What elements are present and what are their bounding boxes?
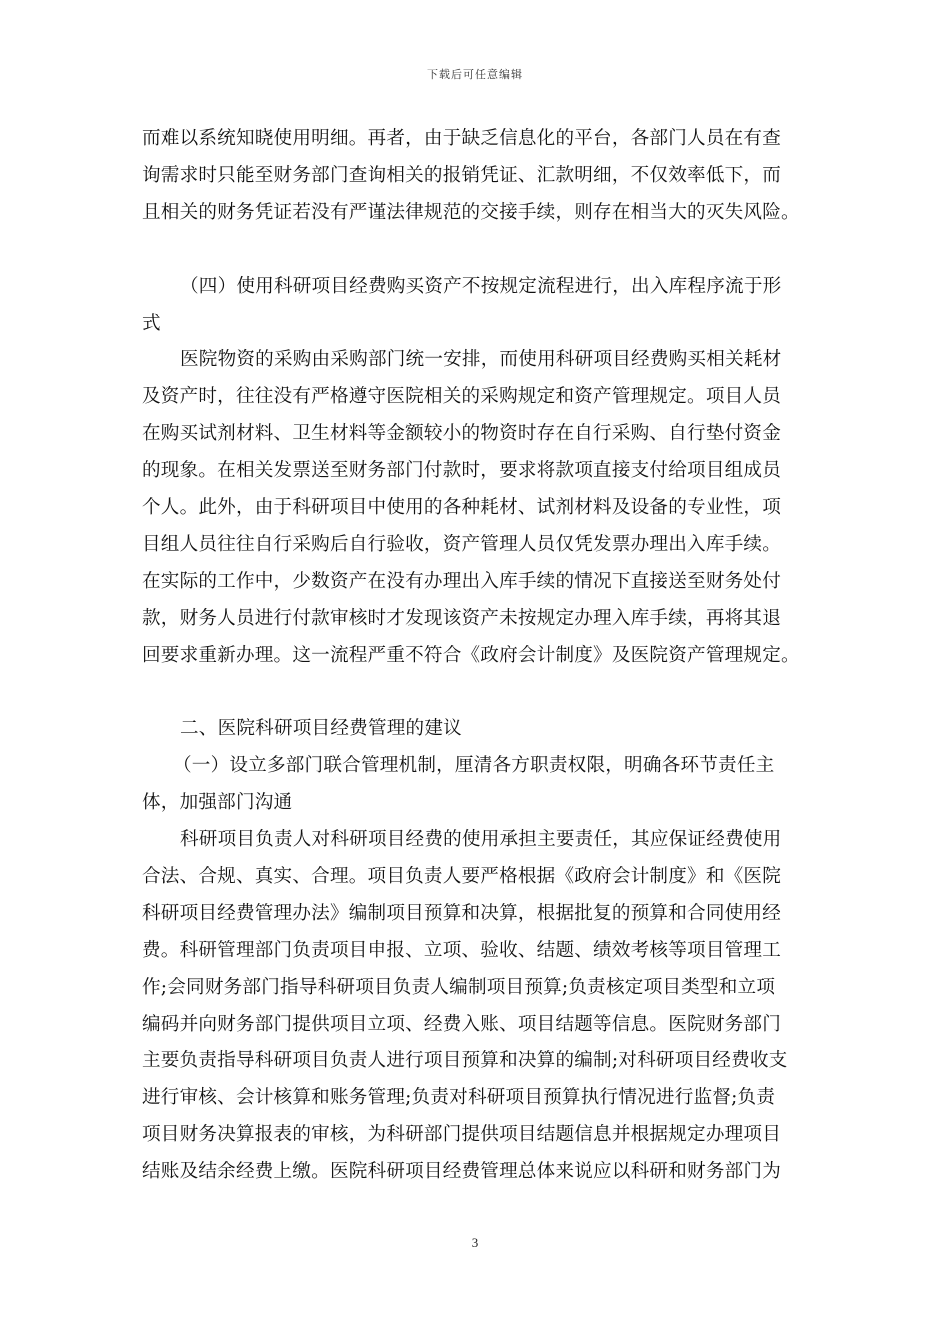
text-line: 科研项目经费管理办法》编制项目预算和决算，根据批复的预算和合同使用经 [142,902,781,924]
text-line: 项目财务决算报表的审核，为科研部门提供项目结题信息并根据规定办理项目 [142,1124,781,1146]
text-line: 进行审核、会计核算和账务管理;负责对科研项目预算执行情况进行监督;负责 [142,1087,776,1109]
text-line: 编码并向财务部门提供项目立项、经费入账、项目结题等信息。医院财务部门 [142,1013,781,1035]
text-line: 结账及结余经费上缴。医院科研项目经费管理总体来说应以科研和财务部门为 [142,1161,781,1183]
text-line: （四）使用科研项目经费购买资产不按规定流程进行，出入库程序流于形 [180,275,782,297]
page-number: 3 [471,1235,479,1250]
paragraph-responsibilities [142,822,822,1191]
text-line: 医院物资的采购由采购部门统一安排，而使用科研项目经费购买相关耗材 [180,349,782,371]
section-heading-2: 二、医院科研项目经费管理的建议 [180,718,462,740]
text-line: 目组人员往往自行采购后自行验收，资产管理人员仅凭发票办理出入库手续。 [142,533,781,555]
text-line: 在购买试剂材料、卫生材料等金额较小的物资时存在自行采购、自行垫付资金 [142,423,781,445]
text-line: 且相关的财务凭证若没有严谨法律规范的交接手续，则存在相当大的灭失风险。 [142,201,800,223]
page-header: 下载后可任意编辑 [427,68,523,81]
paragraph-gap [142,674,822,711]
text-line: 合法、合规、真实、合理。项目负责人要严格根据《政府会计制度》和《医院 [142,866,781,888]
paragraph-procurement [142,342,822,674]
subheading-1 [142,748,822,822]
text-line: 回要求重新办理。这一流程严重不符合《政府会计制度》及医院资产管理规定。 [142,644,800,666]
text-line: 科研项目负责人对科研项目经费的使用承担主要责任，其应保证经费使用 [180,829,782,851]
text-line: 式 [142,312,161,334]
text-line: 款，财务人员进行付款审核时才发现该资产未按规定办理入库手续，再将其退 [142,607,781,629]
text-line: （一）设立多部门联合管理机制，厘清各方职责权限，明确各环节责任主 [173,755,775,777]
text-line: 而难以系统知晓使用明细。再者，由于缺乏信息化的平台，各部门人员在有查 [142,128,781,149]
text-line: 的现象。在相关发票送至财务部门付款时，要求将款项直接支付给项目组成员 [142,460,781,482]
text-line: 体，加强部门沟通 [142,792,293,814]
text-line: 主要负责指导科研项目负责人进行项目预算和决算的编制;对科研项目经费收支 [142,1050,788,1072]
text-line: 费。科研管理部门负责项目申报、立项、验收、结题、绩效考核等项目管理工 [142,939,781,961]
text-line: 在实际的工作中，少数资产在没有办理出入库手续的情况下直接送至财务处付 [142,570,781,592]
document-body [142,121,822,1191]
paragraph-continued [142,121,822,232]
paragraph-gap [142,232,822,269]
text-line: 作;会同财务部门指导科研项目负责人编制项目预算;负责核定项目类型和立项 [142,976,776,998]
subheading-4 [142,269,822,343]
text-line: 及资产时，往往没有严格遵守医院相关的采购规定和资产管理规定。项目人员 [142,386,781,408]
text-line: 询需求时只能至财务部门查询相关的报销凭证、汇款明细，不仅效率低下，而 [142,164,781,186]
text-line: 个人。此外，由于科研项目中使用的各种耗材、试剂材料及设备的专业性，项 [142,497,781,519]
